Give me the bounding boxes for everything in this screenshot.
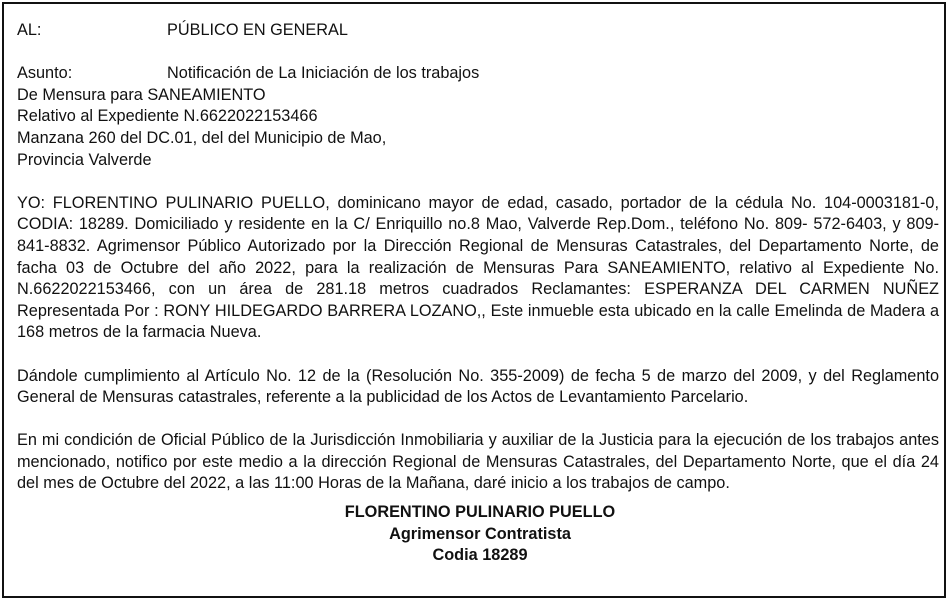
subject-value: Notificación de La Iniciación de los trabajos: [167, 64, 480, 83]
addressee-value: PÚBLICO EN GENERAL: [167, 21, 348, 39]
subject-label: Asunto:: [17, 64, 73, 83]
signature-codia: Codia 18289: [432, 546, 528, 565]
body-paragraph-declaration: YO: FLORENTINO PULINARIO PUELLO, dominicano mayor de edad, casado, portador de la cédula No. 104-0003181-0, CODIA: 18289. Domiciliado y residente en la C/ Enriquillo no.8 Mao, Valverde Rep.Dom., teléfono No. 809- 572-6403, y 809-841-8832. Agrimensor Público Autorizado por la Dirección Regional de Mensuras Catastrales, del Departamento Norte, de facha 03 de Octubre del año 2022, para la realización de Mensuras Para SANEAMIENTO, relativo al Expediente No. N.6622022153466, con un área de 281.18 metros cuadrados Reclamantes: ESPERANZA DEL CARMEN NUÑEZ Representada Por : RONY HILDEGARDO BARRERA LOZANO,, Este inmueble esta ubicado en la calle Emelinda de Madera a 168 metros de la farmacia Nueva.: [17, 193, 939, 342]
subject-line: Manzana 260 del DC.01, del del Municipio de Mao,: [17, 128, 387, 147]
spacer: [17, 42, 939, 64]
addressee-label: AL:: [17, 21, 42, 39]
subject-line: Provincia Valverde: [17, 150, 152, 169]
notice-content: [17, 20, 939, 495]
addressee-row: [17, 20, 939, 42]
spacer: [17, 409, 939, 431]
subject-line: Relativo al Expediente N.6622022153466: [17, 107, 318, 126]
body-paragraph-notification: En mi condición de Oficial Público de la Jurisdicción Inmobiliaria y auxiliar de la Justicia para la ejecución de los trabajos antes mencionado, notifico por este medio a la dirección Regional de Mensuras Catastrales, del Departamento Norte, que el día 24 del mes de Octubre del 2022, a las 11:00 Horas de la Mañana, daré inicio a los trabajos de campo.: [17, 431, 939, 493]
spacer: [17, 171, 939, 193]
signature-title: Agrimensor Contratista: [389, 524, 571, 543]
subject-line: De Mensura para SANEAMIENTO: [17, 85, 266, 104]
subject-row: [17, 63, 939, 85]
notice-frame: [2, 2, 946, 598]
body-paragraph-legal-basis: Dándole cumplimiento al Artículo No. 12 de la (Resolución No. 355-2009) de fecha 5 de marzo del 2009, y del Reglamento General de Mensuras catastrales, referente a la publicidad de los Actos de Levantamiento Parcelario.: [17, 366, 939, 407]
signature-block: [4, 502, 946, 567]
signature-name: FLORENTINO PULINARIO PUELLO: [344, 503, 616, 521]
spacer: [17, 344, 939, 366]
